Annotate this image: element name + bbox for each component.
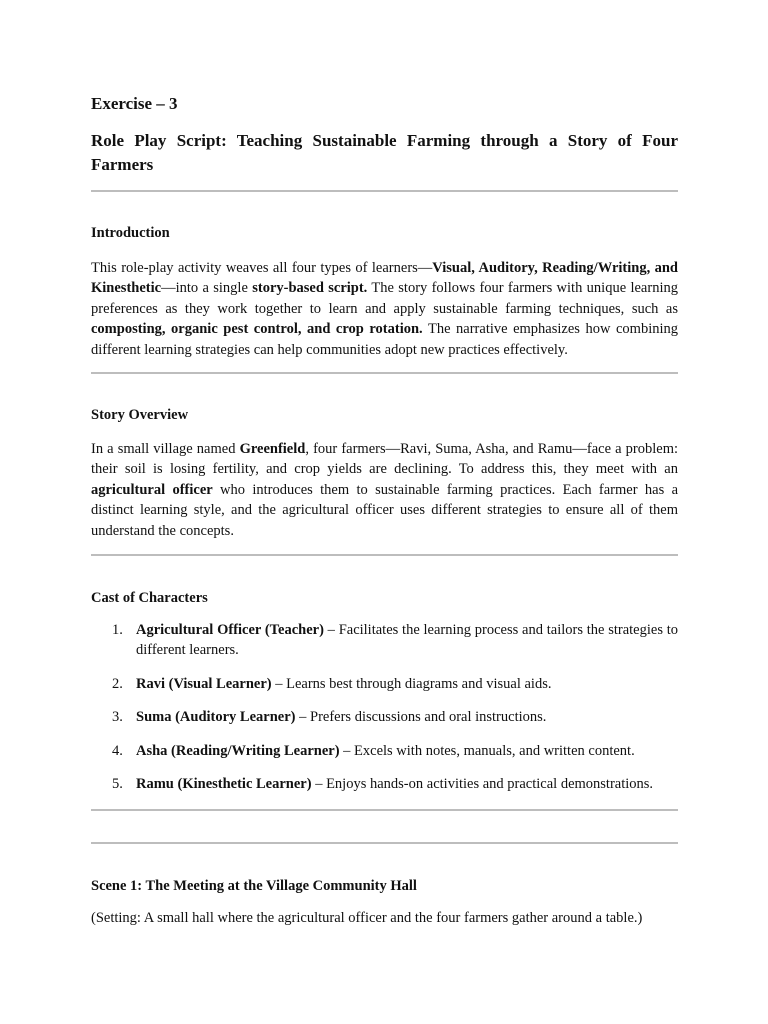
- character-description: – Prefers discussions and oral instructions.: [295, 709, 547, 726]
- intro-text-4: The narrative emphasizes how combining different learning strategies can help communities adopt new practices effectively.: [91, 321, 678, 358]
- list-number: 1.: [112, 622, 123, 638]
- overview-text-2: , four farmers—Ravi, Suma, Asha, and Ramu—face a problem: their soil is losing fertility, and crop yields are declining. To address this, they meet with an: [91, 441, 679, 478]
- introduction-heading: Introduction: [91, 225, 170, 241]
- intro-text-3: The story follows four farmers with unique learning preferences as they work together to learn and apply sustainable farming techniques, such as: [91, 280, 678, 317]
- intro-text-2: —into a single: [161, 280, 253, 297]
- list-number: 4.: [112, 742, 123, 759]
- intro-bold-script: story-based script.: [252, 280, 368, 297]
- scene1-setting: (Setting: A small hall where the agricultural officer and the four farmers gather around a table.): [91, 910, 643, 926]
- divider: [91, 842, 678, 844]
- character-name: Ramu (Kinesthetic Learner): [136, 776, 312, 793]
- overview-bold-village: Greenfield: [239, 441, 306, 457]
- scene1-heading: Scene 1: The Meeting at the Village Community Hall: [91, 878, 417, 894]
- list-number: 3.: [112, 709, 123, 726]
- character-name: Asha (Reading/Writing Learner): [136, 742, 340, 759]
- story-overview-heading: Story Overview: [91, 407, 189, 423]
- divider: [91, 554, 678, 556]
- intro-bold-techniques: composting, organic pest control, and crop rotation.: [91, 321, 423, 338]
- character-name: Suma (Auditory Learner): [136, 709, 296, 726]
- overview-bold-officer: agricultural officer: [91, 481, 213, 498]
- character-description: – Excels with notes, manuals, and written content.: [339, 742, 635, 759]
- overview-text-3: who introduces them to sustainable farming practices. Each farmer has a distinct learning style, and the agricultural officer uses different strategies to ensure all of them understand the concepts.: [91, 481, 679, 539]
- exercise-title: Exercise – 3: [91, 94, 178, 113]
- introduction-paragraph: [91, 258, 678, 360]
- document-title: Role Play Script: Teaching Sustainable Farming through a Story of Four Farmers: [91, 131, 678, 174]
- story-overview-paragraph: [91, 439, 678, 541]
- character-name: Ravi (Visual Learner): [136, 675, 272, 692]
- cast-list: [91, 620, 678, 807]
- list-number: 2.: [112, 675, 123, 692]
- cast-heading: Cast of Characters: [91, 590, 208, 606]
- list-item: [91, 674, 678, 694]
- divider: [91, 190, 678, 192]
- character-description: – Learns best through diagrams and visual aids.: [271, 675, 552, 692]
- list-item: [91, 774, 678, 794]
- character-description: – Enjoys hands-on activities and practical demonstrations.: [311, 776, 654, 793]
- character-description: – Facilitates the learning process and tailors the strategies to different learners.: [136, 622, 679, 659]
- list-number: 5.: [112, 776, 123, 793]
- list-item: [91, 620, 678, 661]
- intro-bold-learner-types: Visual, Auditory, Reading/Writing, and Kinesthetic: [91, 260, 678, 297]
- intro-text-1: This role-play activity weaves all four types of learners—: [91, 260, 433, 276]
- character-name: Agricultural Officer (Teacher): [136, 622, 324, 638]
- overview-text-1: In a small village named: [91, 441, 240, 457]
- divider: [91, 809, 678, 811]
- list-item: [91, 741, 678, 761]
- divider: [91, 372, 678, 374]
- list-item: [91, 707, 678, 727]
